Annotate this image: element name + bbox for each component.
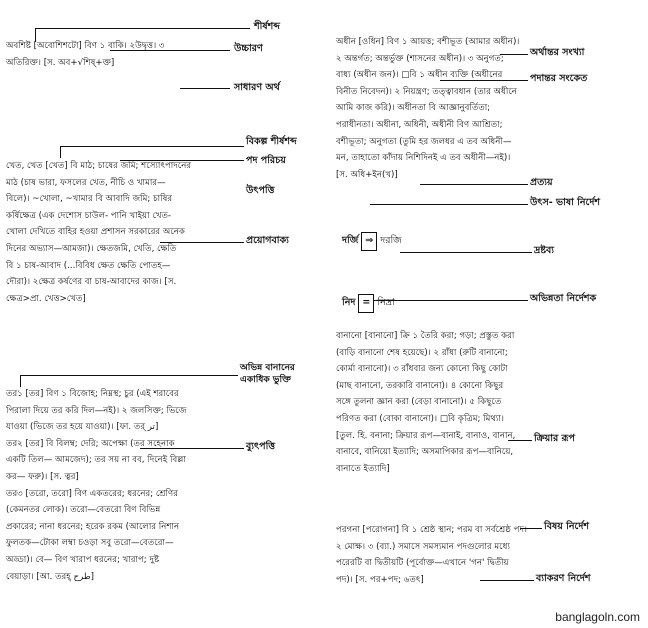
see-target: দরজি bbox=[380, 235, 402, 246]
entry-line: কর্ষিক্ষেত্র (এক দেশোস চাউল- পানি খাইয়া খেত- bbox=[6, 210, 172, 221]
eq-target: নিদ্রা bbox=[377, 297, 395, 308]
entry-line: (মাছ বানানো, তরকারি বানানো)। ৪ কোনো কিছুর bbox=[336, 380, 504, 391]
entry-tor bbox=[6, 386, 236, 585]
callout-line bbox=[520, 528, 542, 529]
entry-line: অড্ডা)। বে— বিণ খারাপ ধরনের; খারাপ; দুষ্ট bbox=[6, 554, 160, 565]
entry-line: খোলা দেখিতে বাহির হওয়া প্রশাসন সরকারের অনেক bbox=[6, 227, 185, 238]
entry-line: কোর্মা বানানো)। ৩ রাঁধবার জন্য কোনো কিছু কোটা bbox=[336, 364, 508, 375]
entry-banano bbox=[336, 328, 528, 477]
entry-line: (কেমনতর লোক)। তরো—বেতরো বিণ বিভিন্ন bbox=[6, 505, 161, 516]
label-grammar-indicator: ব্যাকরণ নির্দেশ bbox=[536, 573, 591, 584]
callout-line bbox=[60, 146, 61, 158]
callout-line bbox=[400, 252, 532, 253]
entry-line: বানাতে ইত্যাদি] bbox=[336, 463, 390, 474]
entry-odhin bbox=[336, 34, 526, 183]
entry-line: খেত, খেত [খেত] বি মাঠ; চাষের জমি; শস্যোৎপাদনের bbox=[6, 161, 192, 171]
entry-nid bbox=[342, 294, 502, 313]
watermark: banglagoln.com bbox=[555, 610, 640, 624]
entry-line: দৌরা)। ২ক্ষেত্র কর্ষণের বা চাষ-আবাদের কাজ। [স. bbox=[6, 277, 177, 288]
entry-line: ২ মোক্ষ। ৩ (ব্যা.) সমাসে সমস্যমান পদগুলোর মধ্যে bbox=[336, 541, 510, 552]
entry-obosishto bbox=[6, 38, 246, 71]
label-pos-signal: পদান্তর সংকেত bbox=[530, 73, 588, 84]
entry-line: তর৩ [তরো, তরো] বিণ একতরের; ধরনের; শ্রেণির bbox=[6, 488, 178, 499]
entry-line: প্রকারের; নানা ধরনের; হরেক রকম (আলোর নিশান bbox=[6, 521, 180, 532]
entry-line: বানাবে, বানিয়ো ইত্যাদি; অসমাপিকার রূপ—বানিয়ে, bbox=[336, 447, 514, 458]
label-subject-indicator: বিষয় নির্দেশ bbox=[544, 521, 589, 532]
entry-line: সঙ্গে তুলনা জ্ঞান করা (বেড়া বানানো)। ৫ কিছুতে bbox=[336, 397, 502, 408]
entry-line: অধীন [ওধিন] বিণ ১ আয়ত্ত; বশীভূত (আমার অধীন)। bbox=[336, 37, 520, 47]
entry-line: মন, তাহাতো কাঁদায় নিশিদিনই এ তব অধীনী—নই)। bbox=[336, 153, 511, 164]
entry-line: অতিরিক্ত। [স. অব+√শিষ্‌+ক্ত] bbox=[6, 57, 115, 68]
label-meaning-number: অর্থান্তর সংখ্যা bbox=[530, 47, 585, 58]
label-single-spelling-homonym bbox=[240, 362, 320, 386]
entry-line: দিনের অভ্যাস—আমজা)। ক্ষেতজমি, খেতি, ক্ষেতি bbox=[6, 243, 177, 254]
entry-line: বিলে)। ~খোলা, ~খামার বি আবাদি জমি; চাষির bbox=[6, 194, 173, 205]
eq-headword: নিদ bbox=[342, 297, 356, 308]
entry-line: বশীভূতা; অনুগতা (তুমি হর জলধর এ তব অধিনী— bbox=[336, 136, 512, 147]
see-headword: দর্জি bbox=[342, 235, 359, 246]
entry-line: তর১ [তর] বিণ ১ বিজোহ; নিম্নস্থ; চুর (এই শরাবের bbox=[6, 389, 179, 399]
callout-line bbox=[374, 300, 528, 301]
entry-line: (বাড়ি বানানো শেষ হয়েছে)। ২ রাঁধা (রুটি বানানো; bbox=[336, 347, 508, 358]
callout-line bbox=[440, 80, 528, 81]
entry-line: পরিণত করা (বোকা বানানো)। □বি কৃত্রিম; মিথ্যা। bbox=[336, 413, 504, 424]
label-headword: শীর্ষশব্দ bbox=[254, 21, 280, 32]
entry-line: বেয়াড়া। [আ. তরহ্‌ طرح] bbox=[6, 571, 95, 582]
callout-line bbox=[508, 440, 532, 441]
label-pronunciation: উচ্চারণ bbox=[234, 43, 263, 54]
equals-icon: = bbox=[358, 294, 374, 313]
entry-line: পরাধীনতা। অধীনা, অধিনী, অধীনী বিণ আশ্রিতা; bbox=[336, 119, 503, 130]
entry-khet bbox=[6, 158, 238, 307]
label-usage-example: প্রয়োগবাক্য bbox=[246, 235, 289, 246]
label-suffix: প্রত্যয় bbox=[530, 177, 553, 188]
entry-line: বি ১ চাষ-আবাদ (...বিবিধ ক্ষেত ক্ষেতি পোতহ— bbox=[6, 260, 171, 271]
callout-line bbox=[60, 146, 244, 147]
entry-line: অবশিষ্ট [অবোশিশটো] বিণ ১ বাকি। ২উদ্বৃত্ত। ৩ bbox=[6, 41, 165, 51]
callout-line bbox=[35, 28, 250, 29]
entry-line: বাধ্য (অধীন জন)। □বি ১ অধীন ব্যক্তি (অধীনের bbox=[336, 70, 503, 81]
label-source-language: উৎস- ভাষা নির্দেশ bbox=[530, 197, 600, 208]
callout-line bbox=[20, 375, 238, 376]
label-general-meaning: সাধারণ অর্থ bbox=[234, 82, 280, 93]
callout-line bbox=[370, 204, 528, 205]
callout-line bbox=[35, 28, 36, 42]
entry-line: পরগনা [পরোগনা] বি ১ শ্রেষ্ঠ স্থান; পরম বা সর্বশ্রেষ্ঠ পদ। bbox=[336, 525, 528, 535]
entry-line: ফুলতক—টোকা লম্বা চওড়া সবু তরো—বেতরো— bbox=[6, 538, 174, 549]
arrow-right-icon: ⇒ bbox=[361, 232, 377, 251]
entry-line: [তুল. হি. বনানা; ক্রিয়ার রূপ—বানাই, বানাও, বানান, bbox=[336, 430, 516, 441]
label-pos-intro: পদ পরিচয় bbox=[246, 155, 286, 166]
entry-line: [স. অধি+ইন(খ)] bbox=[336, 169, 398, 180]
label-text: অভিন্ন বানানের একাধিক ভুক্তি bbox=[240, 363, 295, 385]
label-alt-headword: বিকল্প শীর্ষশব্দ bbox=[246, 136, 297, 147]
entry-line: ২ অন্তর্গত; অন্তর্ভুক্ত (শাসনের অধীন)। ৩ অনুগত; bbox=[336, 53, 504, 64]
entry-line: পিরালা দিয়ে তর করি দিল—নই)। ২ জলসিক্ত; ভিজে bbox=[6, 405, 187, 416]
label-synonym-indicator: অভিন্নতা নির্দেশক bbox=[530, 293, 597, 304]
entry-line: পরেরটি বা দ্বিতীয়টি (পূর্বোক্ত—এখানে 'গন' দ্বিতীয় bbox=[336, 558, 509, 569]
callout-line bbox=[180, 88, 230, 89]
callout-line bbox=[420, 184, 528, 185]
callout-line bbox=[500, 54, 528, 55]
entry-line: মাঠ (চাষ ভারা, ফসলের খেত, নীচি ও খামার— bbox=[6, 177, 166, 188]
entry-line: পদ)। [স. পর+পদ; ৬তৎ] bbox=[336, 574, 424, 585]
entry-line: বিনীত নিবেদন)। ২ নিয়ন্ত্রণ; তত্ত্বাবধান (তার অধীনে bbox=[336, 86, 517, 97]
entry-line: বানানো [বানানো] ক্রি ১ তৈরি করা; গড়া; প্রস্তুত করা bbox=[336, 331, 515, 341]
callout-line bbox=[480, 580, 534, 581]
entry-dorji bbox=[342, 232, 502, 251]
entry-line: তর২ [তর] বি বিলম্ব; দেরি; অপেক্ষা (তর সহেনাক bbox=[6, 438, 175, 449]
entry-line: ক্ষেত্র>প্রা. খেত্ত>খেত] bbox=[6, 293, 86, 304]
entry-line: একটি তিল— আমজেদ); তর সয় না বব, দিনেই বিল্লা bbox=[6, 455, 186, 466]
callout-line bbox=[110, 50, 230, 51]
label-verb-form: ক্রিয়ার রূপ bbox=[534, 433, 575, 444]
entry-line: যাওয়া (ভিজে তর হয়ে যাওয়া)। [ফা. তর্‌ تر] bbox=[6, 422, 159, 433]
label-see-also: দ্রষ্টব্য bbox=[534, 245, 555, 256]
label-derivation: উৎপত্তি bbox=[246, 185, 275, 196]
entry-line: কর— ফরু)। [স. ত্বর] bbox=[6, 471, 79, 482]
entry-line: আমি কাজ করি)। অধীনতা বি আজ্ঞানুবর্তিতা; bbox=[336, 103, 491, 114]
entry-porogona bbox=[336, 522, 532, 588]
label-etymology: ব্যুৎপত্তি bbox=[246, 441, 276, 452]
